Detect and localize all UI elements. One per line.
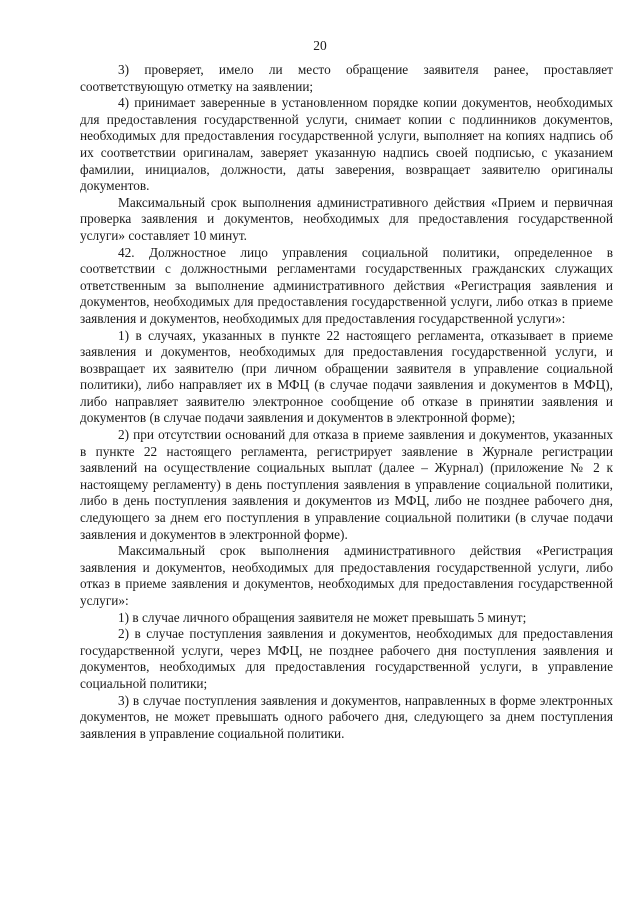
paragraph-clause-42-item-1: 1) в случаях, указанных в пункте 22 настоящего регламента, отказывает в приеме заявления и документов, необходимых для предоставления государственной услуги, и возвращает их заявителю (при личном обращении заявителя в управление социальной политики), либо направляет их в МФЦ (в случае подачи заявления и документов в МФЦ), либо направляет заявителю электронное сообщение об отказе в принятии заявления и документов (в случае подачи заявления и документов в электронной форме); — [80, 327, 613, 426]
body-text — [80, 62, 613, 742]
paragraph-clause-42-item-2: 2) при отсутствии оснований для отказа в приеме заявления и документов, указанных в пункте 22 настоящего регламента, регистрирует заявление в Журнале регистрации заявлений на осуществление социальных выплат (далее – Журнал) (приложение № 2 к настоящему регламенту) в день поступления заявления в управление социальной политики, либо в день поступления заявления и документов из МФЦ, либо не позднее рабочего дня, следующего за днем его поступления в управление социальной политики (в случае подачи заявления и документов в электронной форме). — [80, 427, 613, 542]
paragraph-item-3: 3) проверяет, имело ли место обращение заявителя ранее, проставляет соответствующую отметку на заявлении; — [80, 62, 613, 94]
paragraph-term-item-3: 3) в случае поступления заявления и документов, направленных в форме электронных документов, не может превышать одного рабочего дня, следующего за днем поступления заявления в управление социальной политики. — [80, 692, 613, 741]
paragraph-item-4: 4) принимает заверенные в установленном порядке копии документов, необходимых для предоставления государственной услуги, снимает копии с подлинников документов, необходимых для предоставления государственной услуги, выполняет на копиях надпись об их соответствии оригиналам, заверяет указанную надпись своей подписью, с указанием фамилии, инициалов, должности, даты заверения, возвращает заявителю оригиналы документов. — [80, 95, 613, 194]
paragraph-clause-42: 42. Должностное лицо управления социальной политики, определенное в соответствии с должностными регламентами государственных гражданских служащих ответственным за выполнение административного действия «Регистрация заявления и документов, необходимых для предоставления государственной услуги, либо отказ в приеме заявления и документов, необходимых для предоставления государственной услуги»: — [80, 244, 613, 326]
paragraph-max-term-registration: Максимальный срок выполнения административного действия «Регистрация заявления и документов, необходимых для предоставления государственной услуги, либо отказ в приеме заявления и документов, необходимых для предоставления государственной услуги»: — [80, 543, 613, 608]
paragraph-term-item-1: 1) в случае личного обращения заявителя не может превышать 5 минут; — [118, 609, 527, 625]
page-number: 20 — [313, 38, 327, 53]
paragraph-max-term-reception: Максимальный срок выполнения административного действия «Прием и первичная проверка заявления и документов, необходимых для предоставления государственной услуги» составляет 10 минут. — [80, 194, 613, 243]
paragraph-term-item-2: 2) в случае поступления заявления и документов, необходимых для предоставления государственной услуги, через МФЦ, не позднее рабочего дня поступления заявления и документов, необходимых для предоставления государственной услуги, в управление социальной политики; — [80, 626, 613, 691]
